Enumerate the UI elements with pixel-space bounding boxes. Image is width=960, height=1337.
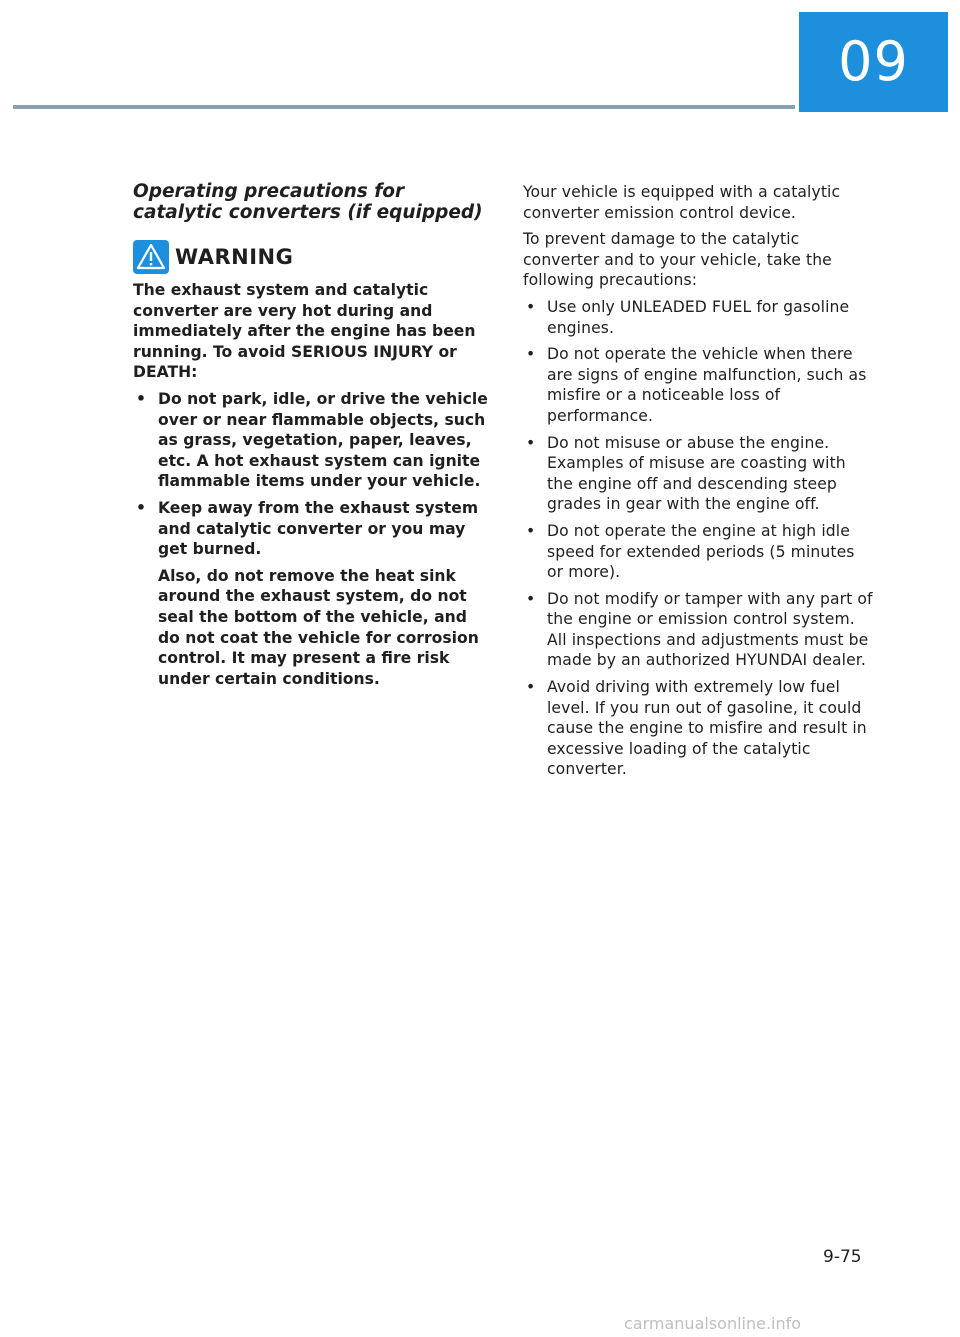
- page-number: 9-75: [823, 1247, 862, 1267]
- watermark: carmanualsonline.info: [624, 1314, 802, 1333]
- list-item: • Do not operate the vehicle when there are signs of engine malfunction, such as misfire or a noticeable loss of performance.: [523, 344, 873, 426]
- warning-label: WARNING: [175, 245, 294, 269]
- list-item: • Use only UNLEADED FUEL for gasoline engines.: [523, 297, 873, 338]
- warning-item-continuation: Also, do not remove the heat sink around the exhaust system, do not seal the bottom of the vehicle, and do not coat the vehicle for corrosion control. It may present a fire risk under certain conditions.: [158, 566, 479, 688]
- list-item: • Do not modify or tamper with any part of the engine or emission control system. All inspections and adjustments must be made by an authorized HYUNDAI dealer.: [523, 589, 873, 671]
- intro-paragraph: Your vehicle is equipped with a catalytic converter emission control device.: [523, 183, 841, 222]
- list-item: • Do not operate the engine at high idle speed for extended periods (5 minutes or more).: [523, 521, 873, 583]
- right-column: [523, 182, 873, 786]
- precautions-paragraph: To prevent damage to the catalytic converter and to your vehicle, take the following precautions:: [523, 230, 832, 290]
- precautions-list: [523, 297, 873, 780]
- chapter-tab: 09: [799, 12, 948, 112]
- warning-item: • Do not park, idle, or drive the vehicle over or near flammable objects, such as grass, vegetation, paper, leaves, etc. A hot exhaust system can ignite flammable items under your vehicle.: [133, 389, 488, 492]
- warning-header: [133, 240, 488, 274]
- warning-list: [133, 389, 488, 689]
- list-item: • Do not misuse or abuse the engine. Examples of misuse are coasting with the engine off and descending steep grades in gear with the engine off.: [523, 433, 873, 515]
- warning-intro: The exhaust system and catalytic converter are very hot during and immediately after the engine has been running. To avoid SERIOUS INJURY or DEATH:: [133, 281, 476, 382]
- header-rule: [13, 105, 795, 109]
- warning-triangle-icon: [133, 240, 169, 274]
- warning-item-text: Keep away from the exhaust system and catalytic converter or you may get burned.: [158, 498, 479, 559]
- left-column: [133, 181, 488, 695]
- list-item: • Avoid driving with extremely low fuel level. If you run out of gasoline, it could cause the engine to misfire and result in excessive loading of the catalytic converter.: [523, 677, 873, 780]
- section-title: Operating precautions for catalytic converters (if equipped): [133, 181, 483, 223]
- warning-item: [133, 498, 488, 689]
